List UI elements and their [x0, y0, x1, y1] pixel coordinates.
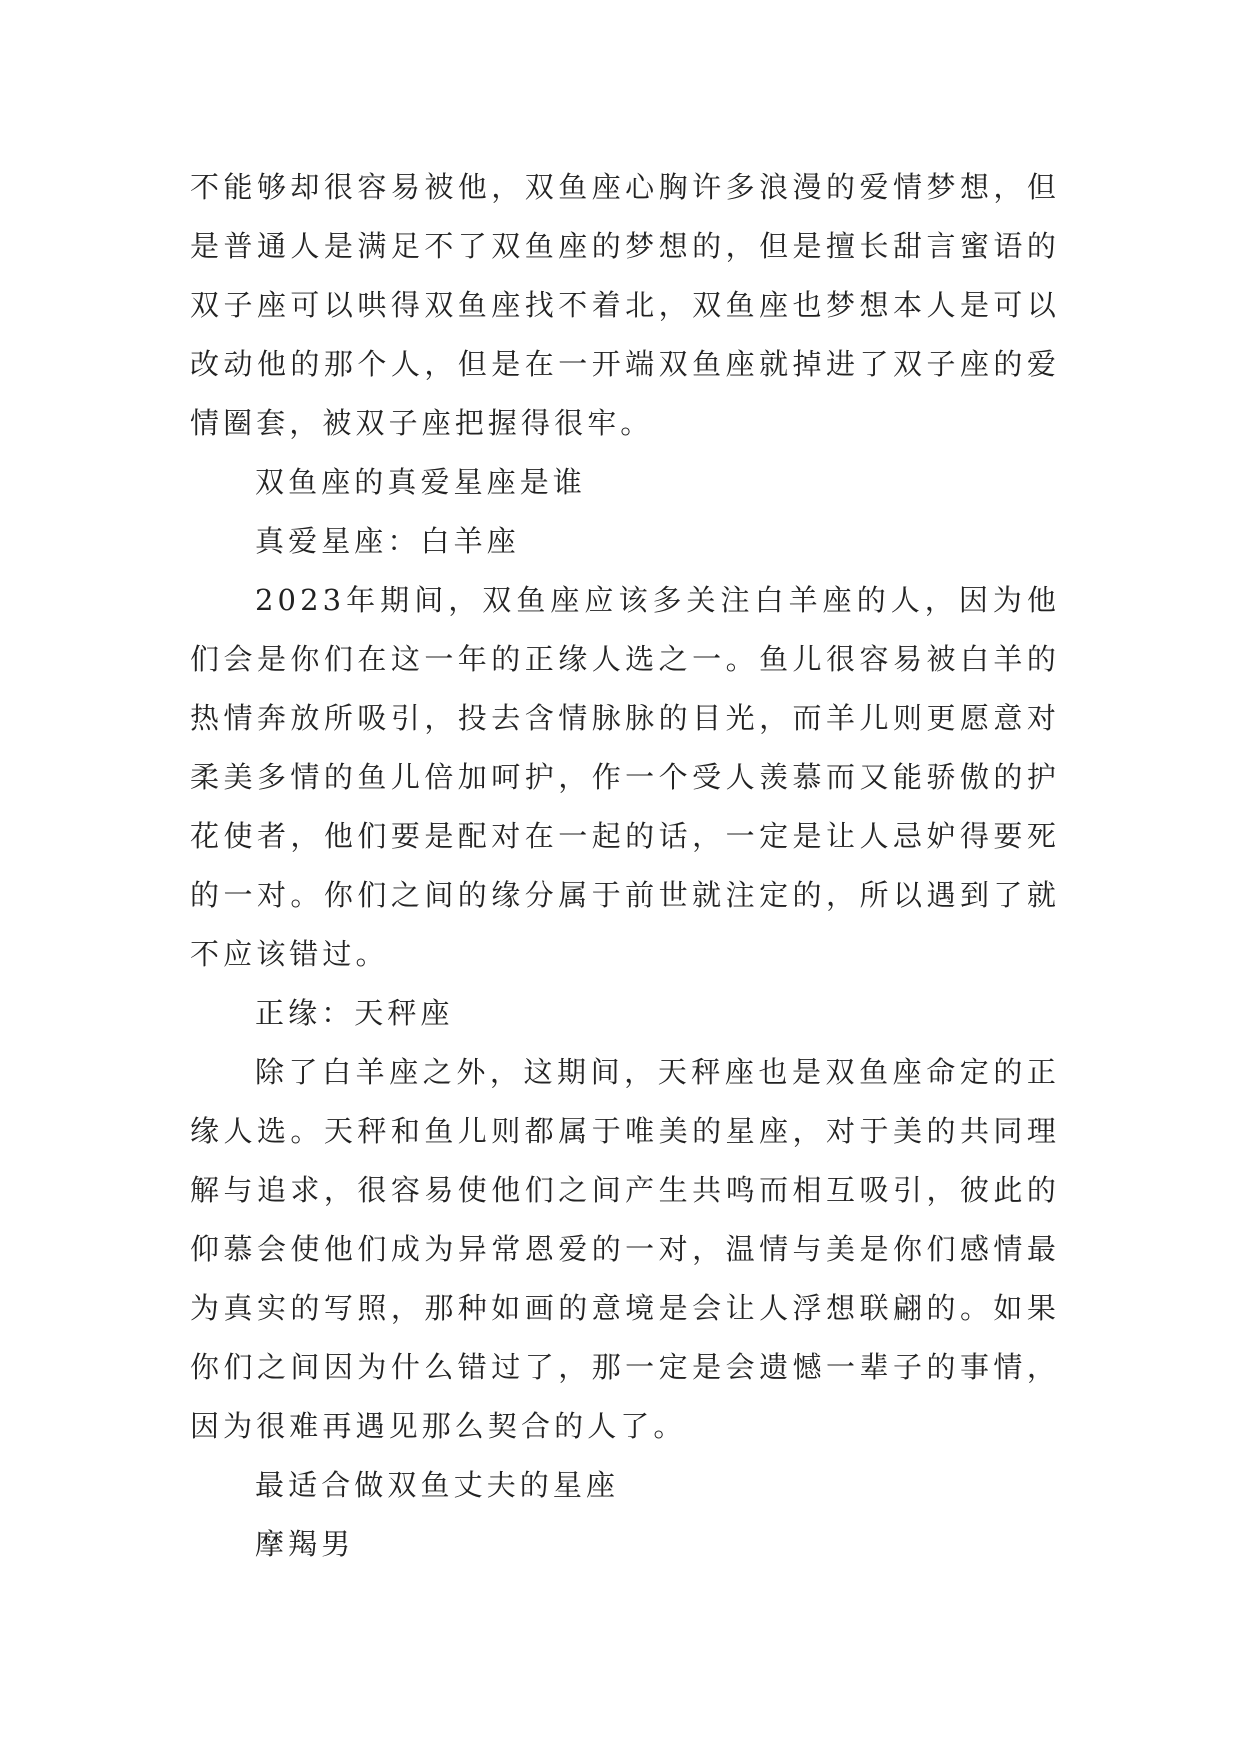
body-text: [190, 158, 1060, 1574]
subheading-aries: 真爱星座：白羊座: [255, 524, 520, 558]
section-heading-husband: 最适合做双鱼丈夫的星座: [255, 1468, 620, 1502]
subheading-libra: 正缘：天秤座: [255, 996, 454, 1030]
subheading-capricorn: 摩羯男: [255, 1527, 355, 1561]
paragraph-intro-continued: 不能够却很容易被他，双鱼座心胸许多浪漫的爱情梦想，但是普通人是满足不了双鱼座的梦想的，但是擅长甜言蜜语的双子座可以哄得双鱼座找不着北，双鱼座也梦想本人是可以改动他的那个人，但是在一开端双鱼座就掉进了双子座的爱情圈套，被双子座把握得很牢。: [190, 170, 1060, 440]
section-heading-true-love: 双鱼座的真爱星座是谁: [255, 465, 587, 499]
paragraph-aries: 2023年期间，双鱼座应该多关注白羊座的人，因为他们会是你们在这一年的正缘人选之一。鱼儿很容易被白羊的热情奔放所吸引，投去含情脉脉的目光，而羊儿则更愿意对柔美多情的鱼儿倍加呵护，作一个受人羡慕而又能骄傲的护花使者，他们要是配对在一起的话，一定是让人忌妒得要死的一对。你们之间的缘分属于前世就注定的，所以遇到了就不应该错过。: [190, 583, 1060, 971]
paragraph-libra: 除了白羊座之外，这期间，天秤座也是双鱼座命定的正缘人选。天秤和鱼儿则都属于唯美的星座，对于美的共同理解与追求，很容易使他们之间产生共鸣而相互吸引，彼此的仰慕会使他们成为异常恩爱的一对，温情与美是你们感情最为真实的写照，那种如画的意境是会让人浮想联翩的。如果你们之间因为什么错过了，那一定是会遗憾一辈子的事情，因为很难再遇见那么契合的人了。: [190, 1055, 1060, 1443]
